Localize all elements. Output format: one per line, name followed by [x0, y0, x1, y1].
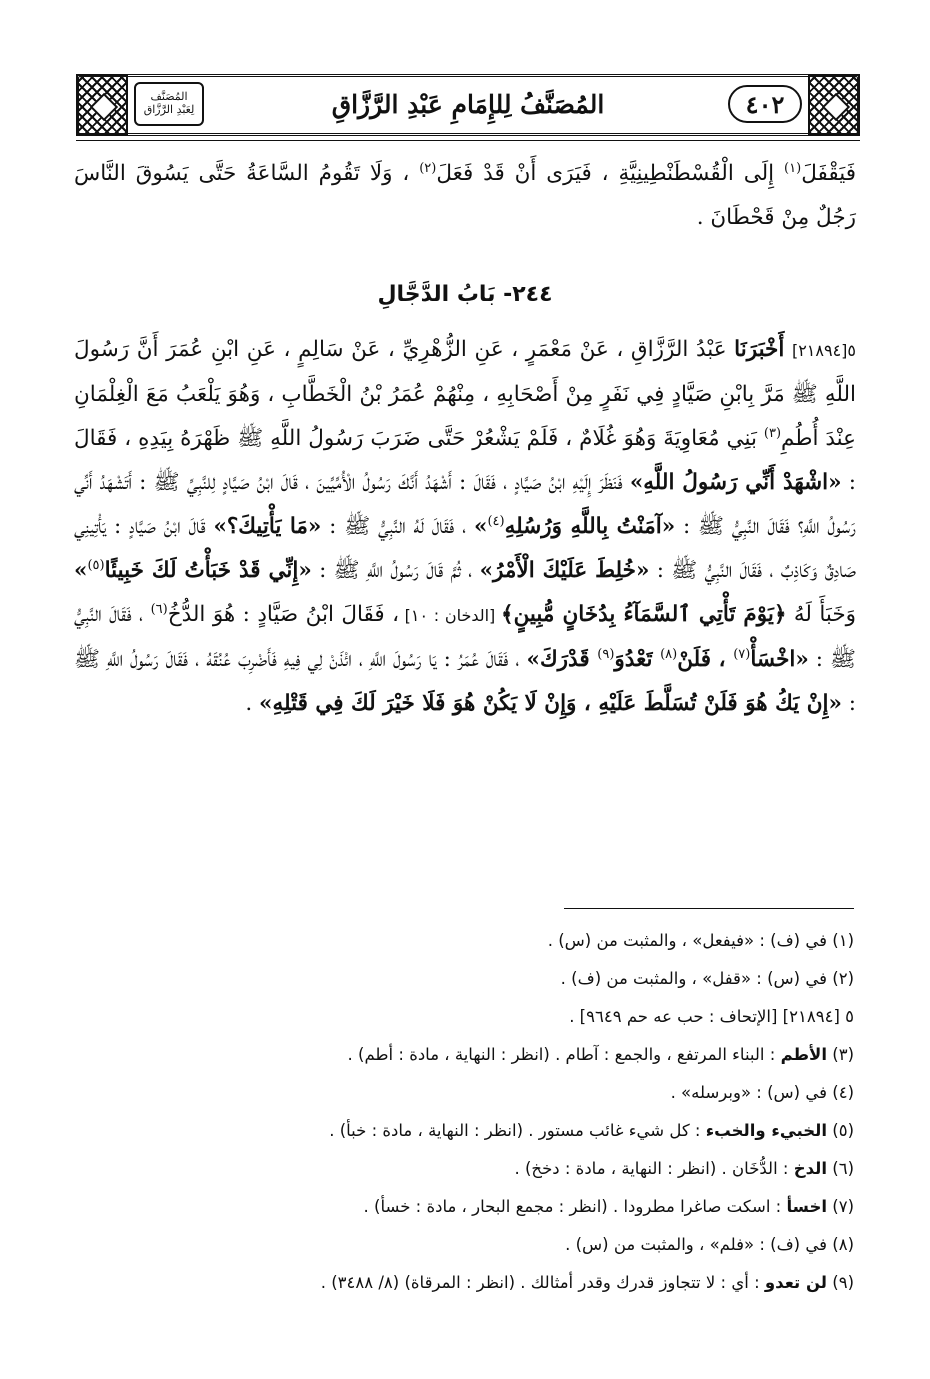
- left-ornament-icon: [76, 74, 128, 136]
- footnote-ref[interactable]: (١): [784, 160, 802, 176]
- prophet-quote: «آمَنْتُ بِاللَّهِ وَرُسُلِهِ: [504, 514, 676, 539]
- footnote-text: : كل شيء غائب مستور . (انظر : النهاية ، مادة : خبأ) .: [329, 1121, 706, 1140]
- text-run: ، وَلَا تَقُومُ السَّاعَةُ حَتَّى يَسُوقَ النَّاسَ رَجُلٌ مِنْ قَحْطَانَ .: [74, 161, 856, 230]
- quote-close: »: [74, 558, 88, 583]
- running-title: المُصَنَّفُ لِلإِمَامِ عَبْدِ الرَّزَّاقِ: [331, 89, 605, 119]
- chapter-heading: ٢٤٤- بَابُ الدَّجَّالِ: [377, 282, 553, 307]
- hadith-marker: ٥: [847, 341, 856, 360]
- footnote-item: [72, 1150, 854, 1188]
- seal-line-2: لِعَبْدِ الرَّزَّاق: [143, 103, 195, 116]
- footnote-item: [72, 1226, 854, 1264]
- footnote-text: (٤) في (س) : «وبرسله» .: [670, 1083, 854, 1102]
- top-paragraph: [74, 152, 856, 240]
- text-run: بَنِي مُعَاوِيَةَ وَهُوَ غُلَامٌ ، فَلَمْ يَشْعُرْ حَتَّى ضَرَبَ رَسُولُ اللَّهِ ﷺ ظَهْرَهُ بِيَدِهِ ، فَقَالَ :: [74, 426, 856, 495]
- prophet-quote: «خُلِطَ عَلَيْكَ الْأَمْرُ»: [479, 558, 650, 583]
- prophet-quote: قَدْرَكَ»: [526, 647, 598, 672]
- footnote-item: [72, 1036, 854, 1074]
- verse-reference: [الدخان : ١٠]: [399, 606, 501, 625]
- footnote-label: (٧): [827, 1197, 854, 1216]
- header-rule: [76, 140, 860, 141]
- text-run: فَنَظَرَ إِلَيْهِ ابْنُ صَيَّادٍ ، فَقَالَ : أَشْهَدُ أَنَّكَ رَسُولُ الْأُمِّيِّينَ ، قَالَ ابْنُ صَيَّادٍ لِلنَّبِيِّ ﷺ : أَتَشْهَدُ أَنِّي رَسُولُ اللَّهِ؟ فَقَالَ النَّبِيُّ ﷺ :: [74, 470, 856, 539]
- footnote-ref[interactable]: (٥): [87, 557, 105, 573]
- seal-line-1: المُصَنَّف: [150, 90, 188, 104]
- footnotes-list: [72, 922, 854, 1302]
- footnote-item: [72, 922, 854, 960]
- hadith-paragraph: [74, 328, 856, 726]
- footnote-text: ٥ [٢١٨٩٤] [الإتحاف : حب عه حم ٩٦٤٩] .: [569, 1007, 854, 1026]
- footnote-term: الأطم: [780, 1045, 827, 1064]
- footnote-label: (٩): [827, 1273, 854, 1292]
- footnote-separator: [564, 908, 854, 909]
- prophet-quote: «إِنْ يَكُ هُوَ فَلَنْ تُسَلَّطَ عَلَيْهِ ، وَإِنْ لَا يَكُنْ هُوَ فَلَا خَيْرَ لَكَ فِي قَتْلِهِ»: [259, 691, 842, 716]
- footnote-text: : اسكت صاغرا مطرودا . (انظر : مجمع البحار ، مادة : خسأ) .: [363, 1197, 787, 1216]
- chain-start: أَخْبَرَنَا: [734, 337, 785, 362]
- footnote-label: (٦): [827, 1159, 854, 1178]
- footnote-ref[interactable]: (٧): [733, 646, 751, 662]
- footnote-text: : الدُّخَان . (انظر : النهاية ، مادة : دخخ) .: [514, 1159, 794, 1178]
- footnote-ref[interactable]: (٣): [763, 425, 782, 441]
- footnote-text: : أي : لا تتجاوز قدرك وقدر أمثالك . (انظر : المرقاة) (٨/ ٣٤٨٨) .: [320, 1273, 765, 1292]
- footnote-ref[interactable]: (٤): [487, 513, 505, 529]
- footnote-term: لن تعدو: [764, 1273, 827, 1292]
- footnote-ref[interactable]: (٢): [419, 160, 437, 176]
- text-run: ، فَقَالَ لَهُ النَّبِيُّ ﷺ :: [321, 514, 474, 539]
- book-seal: [134, 82, 204, 126]
- footnote-text: : البناء المرتفع ، والجمع : آطام . (انظر : النهاية ، مادة : أطم) .: [347, 1045, 781, 1064]
- footnote-item: [72, 998, 854, 1036]
- footnote-term: اخسأ: [786, 1197, 827, 1216]
- text-run: ، فَقَالَ عُمَرُ : يَا رَسُولَ اللَّهِ ، ائْذَنْ لِي فِيهِ فَأَضْرِبَ عُنُقَهُ ، فَقَالَ رَسُولُ اللَّهِ ﷺ :: [74, 647, 856, 716]
- quote-close: »: [474, 514, 488, 539]
- text-run: عَبْدُ الرَّزَّاقِ ، عَنْ مَعْمَرٍ ، عَنِ الزُّهْرِيِّ ، عَنْ سَالِمٍ ، عَنِ ابْنِ عُمَرَ أَنَّ رَسُولَ اللَّهِ ﷺ مَرَّ بِابْنِ صَيَّادٍ فِي نَفَرٍ مِنْ أَصْحَابِهِ ، مِنْهُمْ عُمَرُ بْنُ الْخَطَّابِ ، وَهُوَ يَلْعَبُ مَعَ الْغِلْمَانِ عِنْدَ أُطُمِ: [74, 337, 856, 451]
- footnote-term: الدخ: [793, 1159, 827, 1178]
- page-number: ٤٠٢: [728, 85, 802, 123]
- prophet-quote: «إِنِّي قَدْ خَبَأْتُ لَكَ خَبِيئًا: [104, 558, 312, 583]
- prophet-quote: ، فَلَنْ: [677, 647, 734, 672]
- footnote-text: (٨) في (ف) : «فلم» ، والمثبت من (س) .: [565, 1235, 854, 1254]
- text-run: قَالَ ابْنُ صَيَّادٍ : يَأْتِينِي صَادِقٌ وَكَاذِبٌ ، فَقَالَ النَّبِيُّ ﷺ :: [74, 514, 856, 583]
- hadith-number: [٢١٨٩٤]: [791, 341, 848, 360]
- footnote-item: [72, 1112, 854, 1150]
- footnote-ref[interactable]: (٩): [597, 646, 615, 662]
- footnote-term: الخبيء والخبء: [705, 1121, 827, 1140]
- footnote-item: [72, 1074, 854, 1112]
- prophet-quote: تَعْدُوَ: [614, 647, 661, 672]
- text-run: .: [245, 691, 259, 716]
- prophet-quote: «اخْسَأْ: [750, 647, 809, 672]
- footnote-ref[interactable]: (٦): [150, 601, 168, 617]
- text-run: ، فَقَالَ ابْنُ صَيَّادٍ : هُوَ الدُّخُ: [167, 602, 400, 627]
- text-run: فَيَقْفَلَ: [801, 161, 856, 186]
- text-run: إِلَى الْقُسْطَنْطِينِيَّةِ ، فَيَرَى أَنْ قَدْ فَعَلَ: [436, 161, 785, 186]
- footnote-item: [72, 1188, 854, 1226]
- prophet-quote: «اشْهَدْ أَنِّي رَسُولُ اللَّهِ»: [629, 470, 842, 495]
- quran-verse: ﴿يَوْمَ تَأْتِي ٱلسَّمَآءُ بِدُخَانٍ مُّبِينٍ﴾: [500, 602, 787, 627]
- footnote-item: [72, 1264, 854, 1302]
- text-run: ، فَقَالَ النَّبِيُّ ﷺ :: [74, 602, 857, 672]
- page-header: [76, 74, 860, 136]
- text-run: وَخَبَأَ لَهُ: [786, 602, 857, 627]
- footnote-label: (٥): [827, 1121, 854, 1140]
- footnote-text: (٢) في (س) : «قفل» ، والمثبت من (ف) .: [560, 969, 854, 988]
- right-ornament-icon: [808, 74, 860, 136]
- footnote-label: (٣): [827, 1045, 854, 1064]
- footnote-ref[interactable]: (٨): [660, 646, 678, 662]
- text-run: ، ثُمَّ قَالَ رَسُولُ اللَّهِ ﷺ :: [311, 558, 480, 583]
- prophet-quote: «مَا يَأْتِيكَ؟»: [213, 514, 322, 539]
- footnote-item: [72, 960, 854, 998]
- footnote-text: (١) في (ف) : «فيفعل» ، والمثبت من (س) .: [547, 931, 854, 950]
